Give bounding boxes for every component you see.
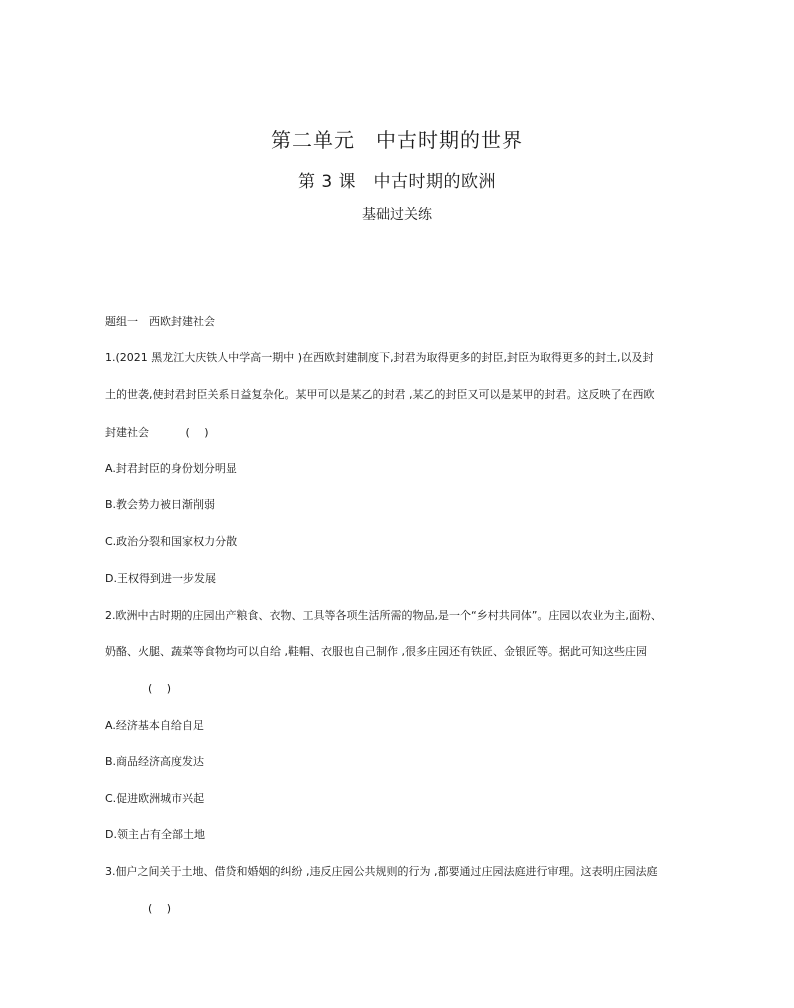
question-1-option-c: C.政治分裂和国家权力分散 xyxy=(105,535,238,548)
question-2-option-d: D.领主占有全部土地 xyxy=(105,828,205,841)
question-3-answer-blank: ( ) xyxy=(148,902,172,915)
lesson-title: 第 3 课 中古时期的欧洲 xyxy=(297,172,497,192)
question-1-option-b: B.教会势力被日渐削弱 xyxy=(105,498,216,511)
question-2-line-2: 奶酪、火腿、蔬菜等食物均可以自给 ,鞋帽、衣服也自己制作 ,很多庄园还有铁匠、金银匠等。据此可知这些庄园 xyxy=(105,645,647,658)
question-2-answer-blank: ( ) xyxy=(148,682,172,695)
question-3-line-1: 3.佃户之间关于土地、借贷和婚姻的纠纷 ,违反庄园公共规则的行为 ,都要通过庄园法庭进行审理。这表明庄园法庭 xyxy=(105,865,658,878)
question-2-option-c: C.促进欧洲城市兴起 xyxy=(105,792,205,805)
unit-title: 第二单元 中古时期的世界 xyxy=(271,128,523,152)
question-1-option-d: D.王权得到进一步发展 xyxy=(105,572,216,585)
question-2-option-a: A.经济基本自给自足 xyxy=(105,719,204,732)
question-1-line-1: 1.(2021 黑龙江大庆铁人中学高一期中 )在西欧封建制度下,封君为取得更多的封臣,封臣为取得更多的封土,以及封 xyxy=(105,351,654,364)
question-1-option-a: A.封君封臣的身份划分明显 xyxy=(105,462,237,475)
question-2-option-b: B.商品经济高度发达 xyxy=(105,755,205,768)
question-1-line-3: 封建社会 ( ) xyxy=(105,426,209,439)
question-2-line-1: 2.欧洲中古时期的庄园出产粮食、衣物、工具等各项生活所需的物品,是一个“乡村共同体”。庄园以农业为主,面粉、 xyxy=(105,609,662,622)
question-1-line-2: 土的世袭,使封君封臣关系日益复杂化。某甲可以是某乙的封君 ,某乙的封臣又可以是某甲的封君。这反映了在西欧 xyxy=(105,388,655,401)
section-title: 基础过关练 xyxy=(362,207,432,223)
group-heading: 题组一 西欧封建社会 xyxy=(105,315,215,328)
